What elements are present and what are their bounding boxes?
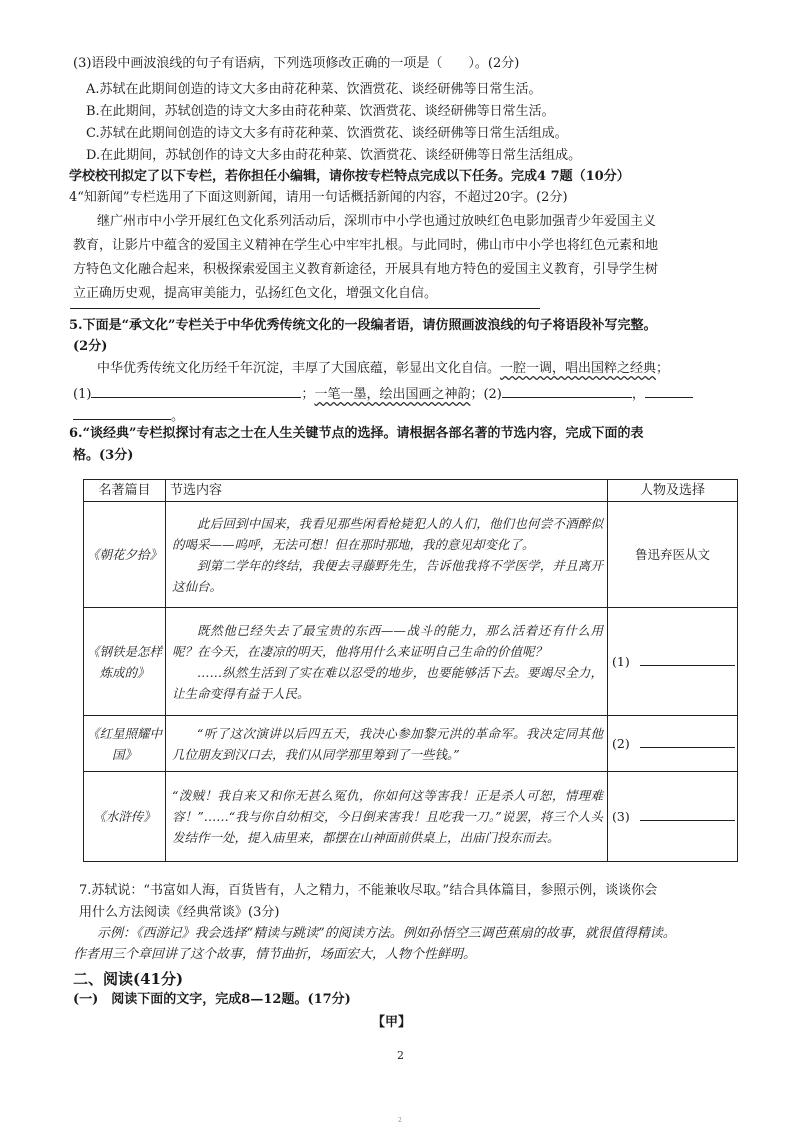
passage-jia-label: 【甲】 xyxy=(372,1015,412,1030)
q6-stem-line-1: 6.“谈经典”专栏拟探讨有志之士在人生关键节点的选择。请根据各部名著的节选内容，完成下面的表 xyxy=(69,426,644,441)
book-title: 《钢铁是怎样炼成的》 xyxy=(84,608,166,716)
q3-option-b: B.在此期间，苏轼创造的诗文大多由莳花种菜、饮酒赏花、谈经研佛等日常生活。 xyxy=(86,104,555,119)
header-excerpt: 节选内容 xyxy=(166,480,608,502)
answer-blank-2[interactable] xyxy=(640,733,735,748)
q5-line-2 xyxy=(73,383,693,404)
q7-line-2: 用什么方法阅读《经典常谈》(3分) xyxy=(79,905,280,920)
book-title: 《红星照耀中国》 xyxy=(84,716,166,772)
q5-stem: 5.下面是“承文化”专栏关于中华优秀传统文化的一段编者语，请仿照画波浪线的句子将语段补写完整。 xyxy=(69,318,657,333)
excerpt-paragraph: ……纵然生活到了实在难以忍受的地步，也要能够活下去。要竭尽全力，让生命变得有益于人民。 xyxy=(172,664,603,701)
q7-example-1: 示例：《西游记》我会选择“精读与跳读”的阅读方法。例如孙悟空三调芭蕉扇的故事，就很值得精读。 xyxy=(97,926,676,941)
classics-table xyxy=(83,479,738,862)
excerpt-paragraph: 此后回到中国来，我看见那些闲看枪毙犯人的人们，他们也何尝不酒醉似的喝采——呜呼，无法可想！但在那时那地，我的意见却变化了。 xyxy=(172,515,603,552)
excerpt-cell xyxy=(166,608,608,716)
answer-cell xyxy=(608,502,738,608)
q7-line-1: 7.苏轼说：“书富如人海，百货皆有，人之精力，不能兼收尽取。”结合具体篇目，参照示例，谈谈你会 xyxy=(79,883,658,898)
q6-stem-line-2: 格。(3分) xyxy=(73,448,134,463)
footer-mark: 2 xyxy=(398,1117,402,1124)
excerpt-paragraph: 到第二学年的终结，我便去寻藤野先生，告诉他我将不学医学，并且离开这仙台。 xyxy=(172,557,603,594)
answer-cell xyxy=(608,716,738,772)
q4-news-line-2: 教育，让影片中蕴含的爱国主义精神在学生心中牢牢扎根。与此同时，佛山市中小学也将红色元素和地 xyxy=(73,238,659,253)
q5-blank-2b[interactable] xyxy=(645,383,693,398)
answer-blank-1[interactable] xyxy=(640,651,735,666)
header-answer: 人物及选择 xyxy=(608,480,738,502)
table-header-row xyxy=(84,480,738,502)
table-row xyxy=(84,716,738,772)
excerpt-cell xyxy=(166,502,608,608)
q5-wavy-sentence-2: 一笔一墨，绘出国画之神韵 xyxy=(314,387,471,402)
q5-blank-label-1: (1) xyxy=(73,387,92,402)
answer-blank-3[interactable] xyxy=(640,806,735,821)
answer-cell xyxy=(608,772,738,862)
answer-label: (1) xyxy=(612,654,630,669)
q3-option-a: A.苏轼在此期间创造的诗文大多由莳花种菜、饮酒赏花、谈经研佛等日常生活。 xyxy=(86,82,542,97)
q4-stem: 4“知新闻”专栏选用了下面这则新闻，请用一句话概括新闻的内容，不超过20字。(2分) xyxy=(69,190,568,205)
q5-wavy-sentence-1: 一腔一调，唱出国粹之经典 xyxy=(500,361,657,376)
page-number: 2 xyxy=(397,1049,404,1062)
book-title: 《水浒传》 xyxy=(84,772,166,862)
q7-example-2: 作者用三个章回讲了这个故事，情节曲折，场面宏大，人物个性鲜明。 xyxy=(73,947,477,962)
q5-period: 。 xyxy=(171,409,185,424)
example-answer: 鲁迅弃医从文 xyxy=(634,547,710,562)
book-title: 《朝花夕拾》 xyxy=(84,502,166,608)
section-intro: 学校校刊拟定了以下专栏，若你担任小编辑，请你按专栏特点完成以下任务。完成4 7题（10分） xyxy=(69,169,630,184)
part2-heading: 二、阅读(41分) xyxy=(73,970,184,988)
q4-news-line-3: 方特色文化融合起来，积极探索爱国主义教育新途径，开展具有地方特色的爱国主义教育，引导学生树 xyxy=(73,262,659,277)
q5-intro-text: 中华优秀传统文化历经千年沉淀，丰厚了大国底蕴，彰显出文化自信。 xyxy=(97,361,501,376)
table-row xyxy=(84,608,738,716)
q5-separator: ； xyxy=(301,387,315,402)
part2-subsection: (一) 阅读下面的文字，完成8—12题。(17分) xyxy=(73,992,351,1007)
q4-news-line-1: 继广州市中小学开展红色文化系列活动后，深圳市中小学也通过放映红色电影加强青少年爱国主义 xyxy=(97,214,657,229)
q5-semicolon: ； xyxy=(656,361,670,376)
answer-label: (3) xyxy=(612,809,630,824)
q5-line-3 xyxy=(73,405,184,426)
excerpt-paragraph: 既然他已经失去了最宝贵的东西——战斗的能力，那么活着还有什么用呢？在今天，在凄凉的明天，他将用什么来证明自己生命的价值呢？ xyxy=(172,622,603,659)
table-row xyxy=(84,772,738,862)
q4-news-line-4: 立正确历史观，提高审美能力，弘扬红色文化，增强文化自信。 xyxy=(73,286,438,301)
answer-cell xyxy=(608,608,738,716)
table-row xyxy=(84,502,738,608)
q5-line-1 xyxy=(97,360,669,378)
answer-label: (2) xyxy=(612,736,630,751)
q5-blank-1[interactable] xyxy=(91,383,301,398)
q5-points: (2分) xyxy=(73,339,108,354)
header-title: 名著篇目 xyxy=(84,480,166,502)
q3-option-c: C.苏轼在此期间创造的诗文大多有莳花种菜、饮酒赏花、谈经研佛等日常生活组成。 xyxy=(86,126,568,141)
q5-blank-label-2: ；(2) xyxy=(470,387,502,402)
q3-stem: (3)语段中画波浪线的句子有语病，下列选项修改正确的一项是（ ）。(2分) xyxy=(73,56,520,71)
q5-blank-2c[interactable] xyxy=(73,405,171,420)
excerpt-cell xyxy=(166,772,608,862)
q5-comma: ， xyxy=(631,387,645,402)
excerpt-paragraph: “泼贼！我自来又和你无甚么冤仇，你如何这等害我！正是杀人可恕，情理难容！”……“我与你自幼相交，今日倒来害我！且吃我一刀。”说罢，将三个人头发结作一处，提入庙里来，都摆在山神面前供桌上，出庙门投东而去。 xyxy=(172,788,603,845)
excerpt-paragraph: “听了这次演讲以后四五天，我决心参加黎元洪的革命军。我决定同其他几位朋友到汉口去，我们从同学那里筹到了一些钱。” xyxy=(172,725,603,762)
excerpt-cell xyxy=(166,716,608,772)
q4-answer-line[interactable] xyxy=(70,308,540,309)
q3-option-d: D.在此期间，苏轼创作的诗文大多由莳花种菜、饮酒赏花、谈经研佛等日常生活组成。 xyxy=(86,148,582,163)
q5-blank-2a[interactable] xyxy=(502,383,632,398)
